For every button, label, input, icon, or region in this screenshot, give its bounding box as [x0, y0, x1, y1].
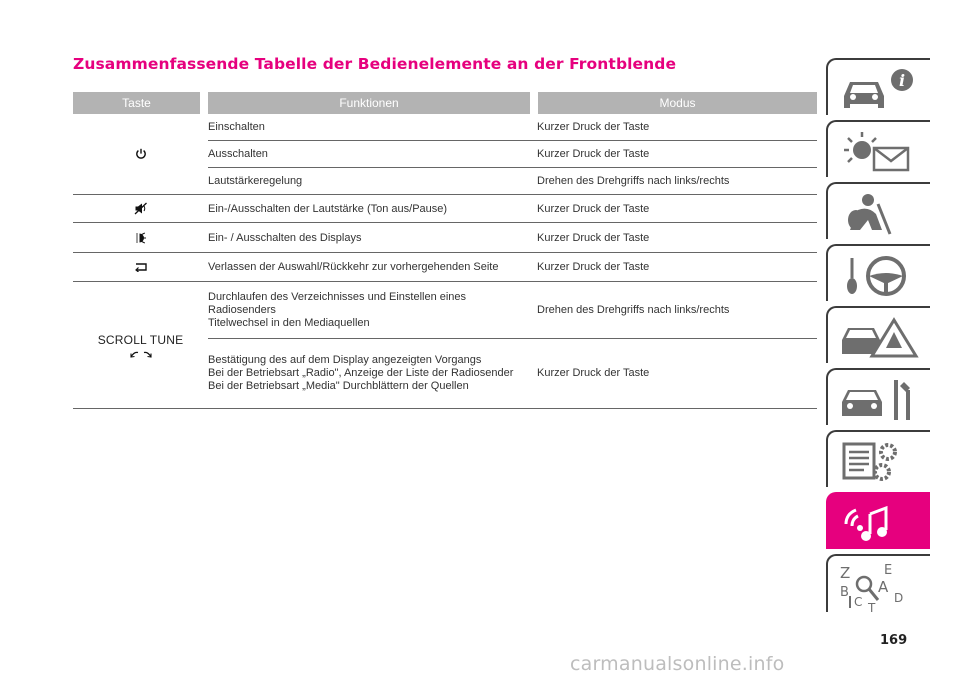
tab-technical-data[interactable]	[826, 430, 930, 487]
function-text: Bestätigung des auf dem Display angezeigten Vorgangs Bei der Betriebsart „Radio", Anzeige der Liste der Radiosender Bei der Betriebsart „Media" Durchblättern der Quellen	[208, 354, 514, 392]
tab-multimedia[interactable]	[826, 492, 930, 549]
display-icon	[135, 232, 147, 244]
tab-warning-lights[interactable]	[826, 120, 930, 177]
function-text: Ein- / Ausschalten des Displays	[208, 231, 362, 244]
scroll-arrows-icon	[130, 350, 152, 358]
key-cell	[73, 253, 208, 281]
mute-icon	[134, 202, 148, 215]
svg-text:Z: Z	[840, 564, 851, 582]
scroll-tune-label: SCROLL TUNE	[97, 332, 184, 347]
svg-text:C: C	[854, 595, 863, 609]
table-row	[208, 338, 817, 408]
table-row	[208, 167, 817, 194]
svg-text:B: B	[840, 585, 849, 600]
car-info-icon	[838, 66, 922, 114]
header-function: Funktionen	[339, 96, 399, 110]
warning-lights-message-icon	[838, 128, 922, 176]
function-text: Einschalten	[208, 120, 265, 133]
index-alphabet-icon	[838, 562, 922, 612]
tab-safety[interactable]	[826, 182, 930, 239]
svg-text:i: i	[899, 71, 906, 90]
mode-text: Kurzer Druck der Taste	[537, 367, 650, 379]
mode-text: Kurzer Druck der Taste	[537, 231, 650, 244]
mode-text: Kurzer Druck der Taste	[537, 120, 650, 133]
airbag-seat-icon	[838, 190, 922, 238]
svg-text:A: A	[878, 578, 889, 596]
function-text: Lautstärkeregelung	[208, 174, 303, 187]
function-text: Ein-/Ausschalten der Lautstärke (Ton aus/Pause)	[208, 202, 448, 215]
car-service-tools-icon	[838, 376, 922, 424]
mode-text: Drehen des Drehgriffs nach links/rechts	[537, 174, 730, 187]
table-header	[73, 92, 817, 114]
tab-car-info[interactable]	[826, 58, 930, 115]
table-row	[208, 223, 817, 253]
mode-text: Kurzer Druck der Taste	[537, 202, 650, 215]
technical-data-gear-icon	[838, 438, 922, 486]
table-row-group	[73, 253, 817, 282]
table-row	[208, 140, 817, 167]
table-row	[208, 282, 817, 338]
power-icon	[135, 148, 147, 160]
watermark: carmanualsonline.info	[570, 653, 785, 675]
mode-text: Kurzer Druck der Taste	[537, 261, 650, 273]
key-cell	[73, 282, 208, 408]
svg-text:T: T	[868, 601, 876, 612]
svg-text:E: E	[884, 563, 893, 578]
function-text: Durchlaufen des Verzeichnisses und Einstellen eines Radiosenders Titelwechsel in den Mediaquellen	[208, 290, 467, 329]
header-mode: Modus	[659, 96, 696, 110]
tab-emergency[interactable]	[826, 306, 930, 363]
table-row-group	[73, 282, 817, 409]
page-number: 169	[880, 633, 908, 648]
tab-starting-driving[interactable]	[826, 244, 930, 301]
header-key: Taste	[122, 96, 151, 110]
table-row-group	[73, 114, 817, 195]
table-row-group	[73, 223, 817, 253]
mode-text: Drehen des Drehgriffs nach links/rechts	[537, 303, 730, 316]
key-steering-wheel-icon	[838, 252, 922, 300]
table-row	[208, 195, 817, 223]
tab-maintenance[interactable]	[826, 368, 930, 425]
table-row-group	[73, 195, 817, 223]
tab-index[interactable]	[826, 554, 930, 612]
multimedia-music-icon	[838, 500, 922, 548]
mode-text: Kurzer Druck der Taste	[537, 147, 650, 160]
controls-table	[73, 92, 817, 409]
svg-text:D: D	[894, 591, 904, 605]
table-row	[208, 253, 817, 282]
function-text: Ausschalten	[208, 147, 268, 160]
key-cell	[73, 223, 208, 252]
page-title: Zusammenfassende Tabelle der Bedienelemente an der Frontblende	[73, 55, 677, 73]
key-cell	[73, 114, 208, 194]
function-text: Verlassen der Auswahl/Rückkehr zur vorhergehenden Seite	[208, 261, 499, 273]
back-icon	[134, 262, 148, 272]
key-cell	[73, 195, 208, 222]
table-row	[208, 114, 817, 140]
car-accident-warning-icon	[838, 314, 922, 362]
